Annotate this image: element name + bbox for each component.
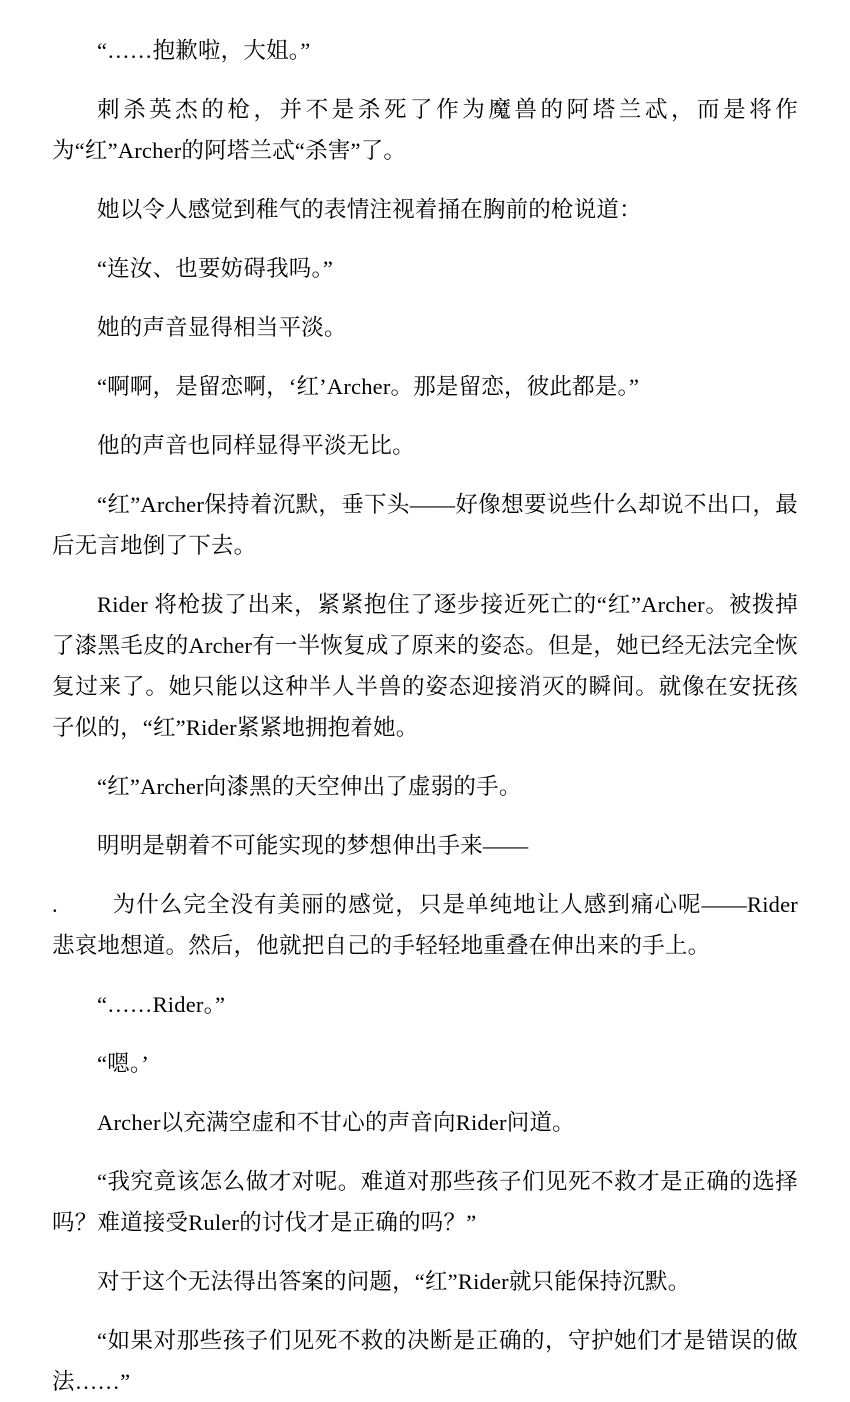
paragraph: 对于这个无法得出答案的问题，“红”Rider就只能保持沉默。 [97,1269,691,1294]
paragraph: Rider 将枪拔了出来，紧紧抱住了逐步接近死亡的“红”Archer。被拨掉了漆黑毛皮的Archer有一半恢复成了原来的姿态。但是，她已经无法完全恢复过来了。她只能以这种半人半兽的姿态迎接消灭的瞬间。就像在安抚孩子似的，“红”Rider紧紧地拥抱着她。 [52,592,798,740]
paragraph: 他的声音也同样显得平淡无比。 [97,433,415,458]
paragraph-with-leading-dot [52,884,798,966]
paragraph: “啊啊，是留恋啊，‘红’Archer。那是留恋，彼此都是。” [97,374,640,399]
paragraph: 刺杀英杰的枪，并不是杀死了作为魔兽的阿塔兰忒，而是将作为“红”Archer的阿塔兰忒“杀害”了。 [52,97,798,163]
paragraph: “红”Archer保持着沉默，垂下头——好像想要说些什么却说不出口，最后无言地倒了下去。 [52,492,798,558]
paragraph: “我究竟该怎么做才对呢。难道对那些孩子们见死不救才是正确的选择吗？难道接受Ruler的讨伐才是正确的吗？” [52,1169,798,1235]
paragraph-text: 为什么完全没有美丽的感觉，只是单纯地让人感到痛心呢——Rider悲哀地想道。然后，他就把自己的手轻轻地重叠在伸出来的手上。 [52,892,798,958]
paragraph: “红”Archer向漆黑的天空伸出了虚弱的手。 [97,774,522,799]
paragraph: “嗯。’ [97,1051,150,1076]
paragraph: “连汝、也要妨碍我吗。” [97,256,334,281]
paragraph: 她以令人感觉到稚气的表情注视着捅在胸前的枪说道： [97,197,642,222]
paragraph: 明明是朝着不可能实现的梦想伸出手来—— [97,833,529,858]
paragraph: Archer以充满空虚和不甘心的声音向Rider问道。 [97,1110,575,1135]
paragraph: “……Rider。” [97,992,226,1017]
leading-dot: . [52,892,58,917]
paragraph: “……抱歉啦，大姐。” [97,38,311,63]
paragraph: “如果对那些孩子们见死不救的决断是正确的，守护她们才是错误的做法……” [52,1328,798,1394]
paragraph: 她的声音显得相当平淡。 [97,315,347,340]
